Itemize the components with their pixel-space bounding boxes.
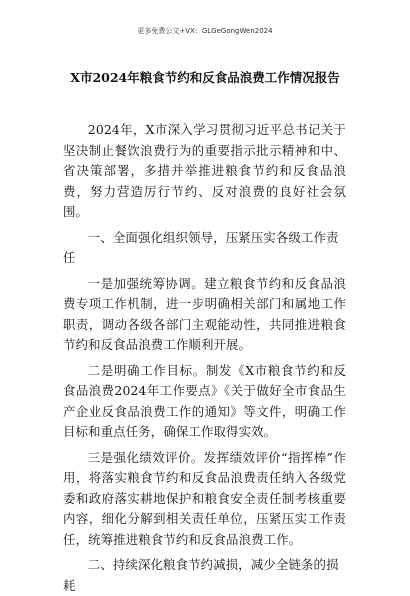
paragraph-intro: 2024年，X市深入学习贯彻习近平总书记关于坚决制止餐饮浪费行为的重要指示批示精神和中、省决策部署，多措并举推进粮食节约和反食品浪费，努力营造厉行节约、反对浪费的良好社会氛围。	[63, 122, 346, 219]
header-note: 更多免费公文+VX：GLGeGongWen2024	[137, 27, 273, 35]
document-body	[63, 120, 346, 596]
section-heading-1: 一、全面强化组织领导，压紧压实各级工作责任	[63, 229, 339, 265]
paragraph-coordination: 一是加强统筹协调。建立粮食节约和反食品浪费专项工作机制，进一步明确相关部门和属地工作职责，调动各级各部门主观能动性，共同推进粮食节约和反食品浪费工作顺利开展。	[63, 275, 346, 352]
paragraph-evaluation: 三是强化绩效评价。发挥绩效评价“指挥棒”作用，将落实粮食节约和反食品浪费责任纳入各级党委和政府落实耕地保护和粮食安全责任制考核重要内容，细化分解到相关责任单位，压紧压实工作责任，统筹推进粮食节约和反食品浪费工作。	[63, 449, 346, 547]
paragraph-goals: 二是明确工作目标。制发《X市粮食节约和反食品浪费2024年工作要点》《关于做好全市食品生产企业反食品浪费工作的通知》等文件，明确工作目标和重点任务，确保工作取得实效。	[63, 362, 346, 439]
section-heading-2: 二、持续深化粮食节约减损，减少全链条的损耗	[63, 557, 339, 593]
document-title: X市2024年粮食节约和反食品浪费工作情况报告	[70, 70, 340, 85]
